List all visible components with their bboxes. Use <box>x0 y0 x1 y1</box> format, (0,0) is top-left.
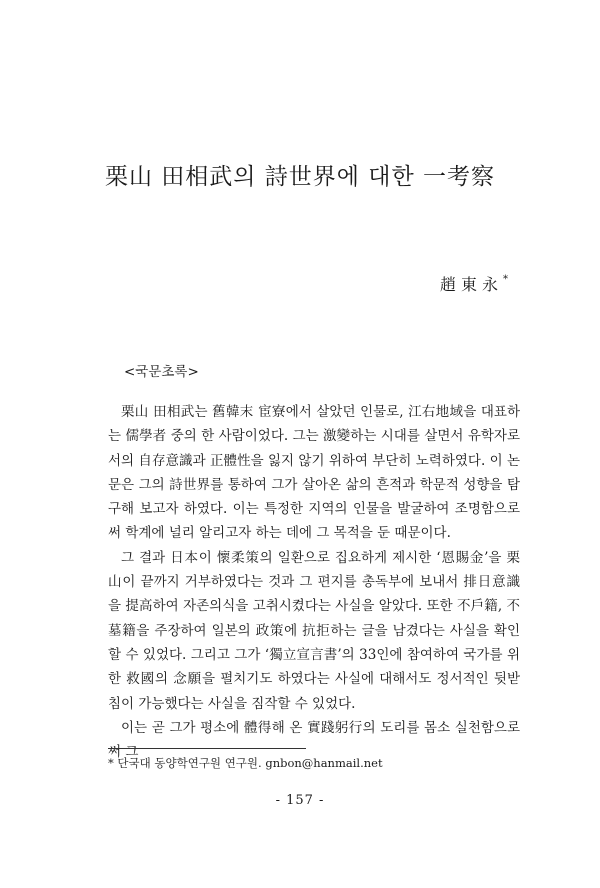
footnote-divider <box>108 748 306 749</box>
abstract-label: <국문초록> <box>124 364 199 380</box>
footnote-mark: * <box>503 273 508 285</box>
abstract-paragraph-3: 이는 곧 그가 평소에 體得해 온 實踐躬行의 도리를 몸소 실천함으로써 그 <box>108 719 520 761</box>
abstract-body <box>108 400 520 764</box>
abstract-paragraph-2: 그 결과 日本이 懷柔策의 일환으로 집요하게 제시한 ‘恩賜金’을 栗山이 끝까지 거부하였다는 것과 그 편지를 총독부에 보내서 排日意識을 提高하여 자존의식을 고취시켰다는 사실을 알았다. 또한 不戶籍, 不墓籍을 주장하여 일본의 政策에 抗拒하는 글을 남겼다는 사실을 확인할 수 있었다. 그리고 그가 ‘獨立宣言書’의 33인에 참여하여 국가를 위한 救國의 念願을 펼치기도 하였다는 사실에 대해서도 정서적인 뒷받침이 가능했다는 사실을 짐작할 수 있었다. <box>108 549 520 712</box>
page-number: - 157 - <box>275 793 325 808</box>
author-byline <box>440 272 508 295</box>
paper-title: 栗山 田相武의 詩世界에 대한 一考察 <box>104 164 496 190</box>
footnote: * 단국대 동양학연구원 연구원. gnbon@hanmail.net <box>108 756 383 770</box>
author-name: 趙東永 <box>439 275 503 294</box>
abstract-paragraph-1: 栗山 田相武는 舊韓末 宦寮에서 살았던 인물로, 江右地域을 대표하는 儒學者 중의 한 사람이었다. 그는 激變하는 시대를 살면서 유학자로서의 自存意識과 正體性을 잃지 않기 위하여 부단히 노력하였다. 이 논문은 그의 詩世界를 통하여 그가 살아온 삶의 흔적과 학문적 성향을 탐구해 보고자 하였다. 이는 특정한 지역의 인물을 발굴하여 조명함으로써 학계에 널리 알리고자 하는 데에 그 목적을 둔 때문이다. <box>108 404 520 542</box>
